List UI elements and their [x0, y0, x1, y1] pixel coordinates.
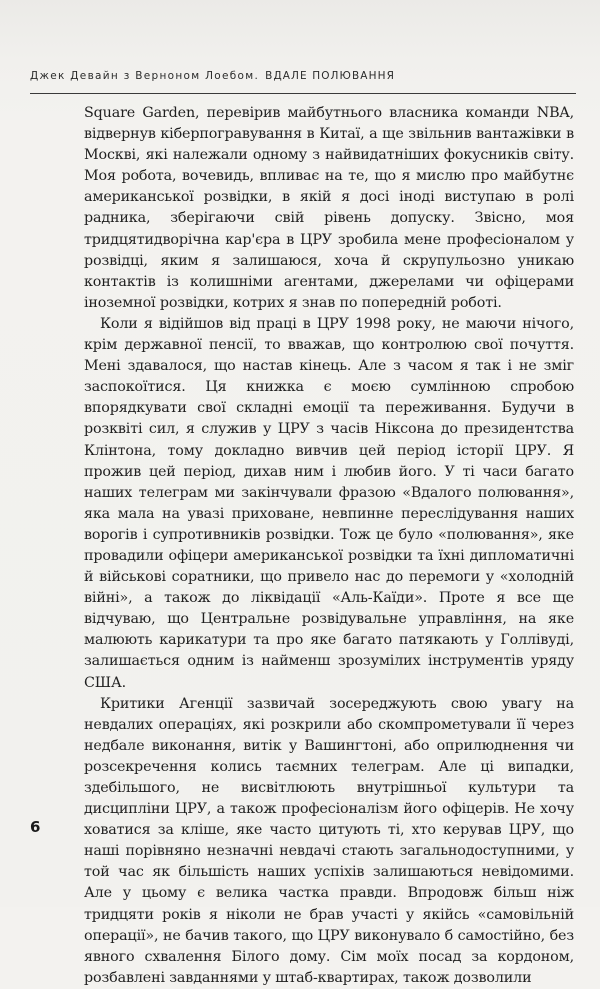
running-head-book-title: ВДАЛЕ ПОЛЮВАННЯ: [265, 70, 395, 82]
paragraph: Square Garden, перевірив майбутнього власника команди NBA, відвернув кіберпогравування в Китаї, а ще звільнив вантажівки в Москві, які належали одному з найвидатніших фокусників світу. Моя робота, вочевидь, впливає на те, що я мислю про майбутнє американської розвідки, в якій я досі іноді виступаю в ролі радника, зберігаючи свій рівень допуску. Звісно, моя тридцятидворічна кар'єра в ЦРУ зробила мене професіоналом у розвідці, яким я залишаюся, хоча й скрупульозно уникаю контактів із колишніми агентами, джерелами чи офіцерами іноземної розвідки, котрих я знав по попередній роботі.: [84, 105, 574, 311]
running-header: [30, 70, 570, 82]
paragraph: Коли я відійшов від праці в ЦРУ 1998 року, не маючи нічого, крім державної пенсії, то вважав, що контролюю свої почуття. Мені здавалося, що настав кінець. Але з часом я так і не зміг заспокоїтися. Ця книжка є моєю сумлінною спробою впорядкувати свої складні емоції та переживання. Будучи в розквіті сил, я служив у ЦРУ з часів Ніксона до президентства Клінтона, тому докладно вивчив цей період історії ЦРУ. Я прожив цей період, дихав ним і любив його. У ті часи багато наших телеграм ми закінчували фразою «Вдалого полювання», яка мала на увазі приховане, невпинне переслідування наших ворогів і супротивників розвідки. Тож це було «полювання», яке провадили офіцери американської розвідки та їхні дипломатичні й військові соратники, що привело нас до перемоги у «холодній війні», а також до ліквідації «Аль-Каїди». Проте я все ще відчуваю, що Центральне розвідувальне управління, на яке малюють карикатури та про яке багато патякають у Голлівуді, залишається одним із найменш зрозумілих інструментів уряду США.: [84, 315, 574, 691]
body-text: [84, 103, 574, 989]
paragraph: Критики Агенції зазвичай зосереджують свою увагу на невдалих операціях, які розкрили або скомпрометували її через недбале виконання, витік у Вашингтоні, або оприлюднення чи розсекречення колись таємних телеграм. Але ці випадки, здебільшого, не висвітлюють внутрішньої культури та дисципліни ЦРУ, а також професіоналізм його офіцерів. Не хочу ховатися за кліше, яке часто цитують ті, хто керував ЦРУ, що наші порівняно незначні невдачі стають загальнодоступними, у той час як більшість наших успіхів залишаються невідомими. Але у цьому є велика частка правди. Впродовж більш ніж тридцяти років я ніколи не брав участі у якійсь «самовільній операції», не бачив такого, що ЦРУ виконувало б самостійно, без явного схвалення Білого дому. Сім моїх посад за кордоном, розбавлені завданнями у штаб-квартирах, також дозволили: [84, 695, 574, 986]
page-number: 6: [30, 818, 41, 836]
header-rule: [30, 93, 576, 94]
running-head-author: Джек Девайн з Верноном Лоебом.: [30, 70, 260, 82]
